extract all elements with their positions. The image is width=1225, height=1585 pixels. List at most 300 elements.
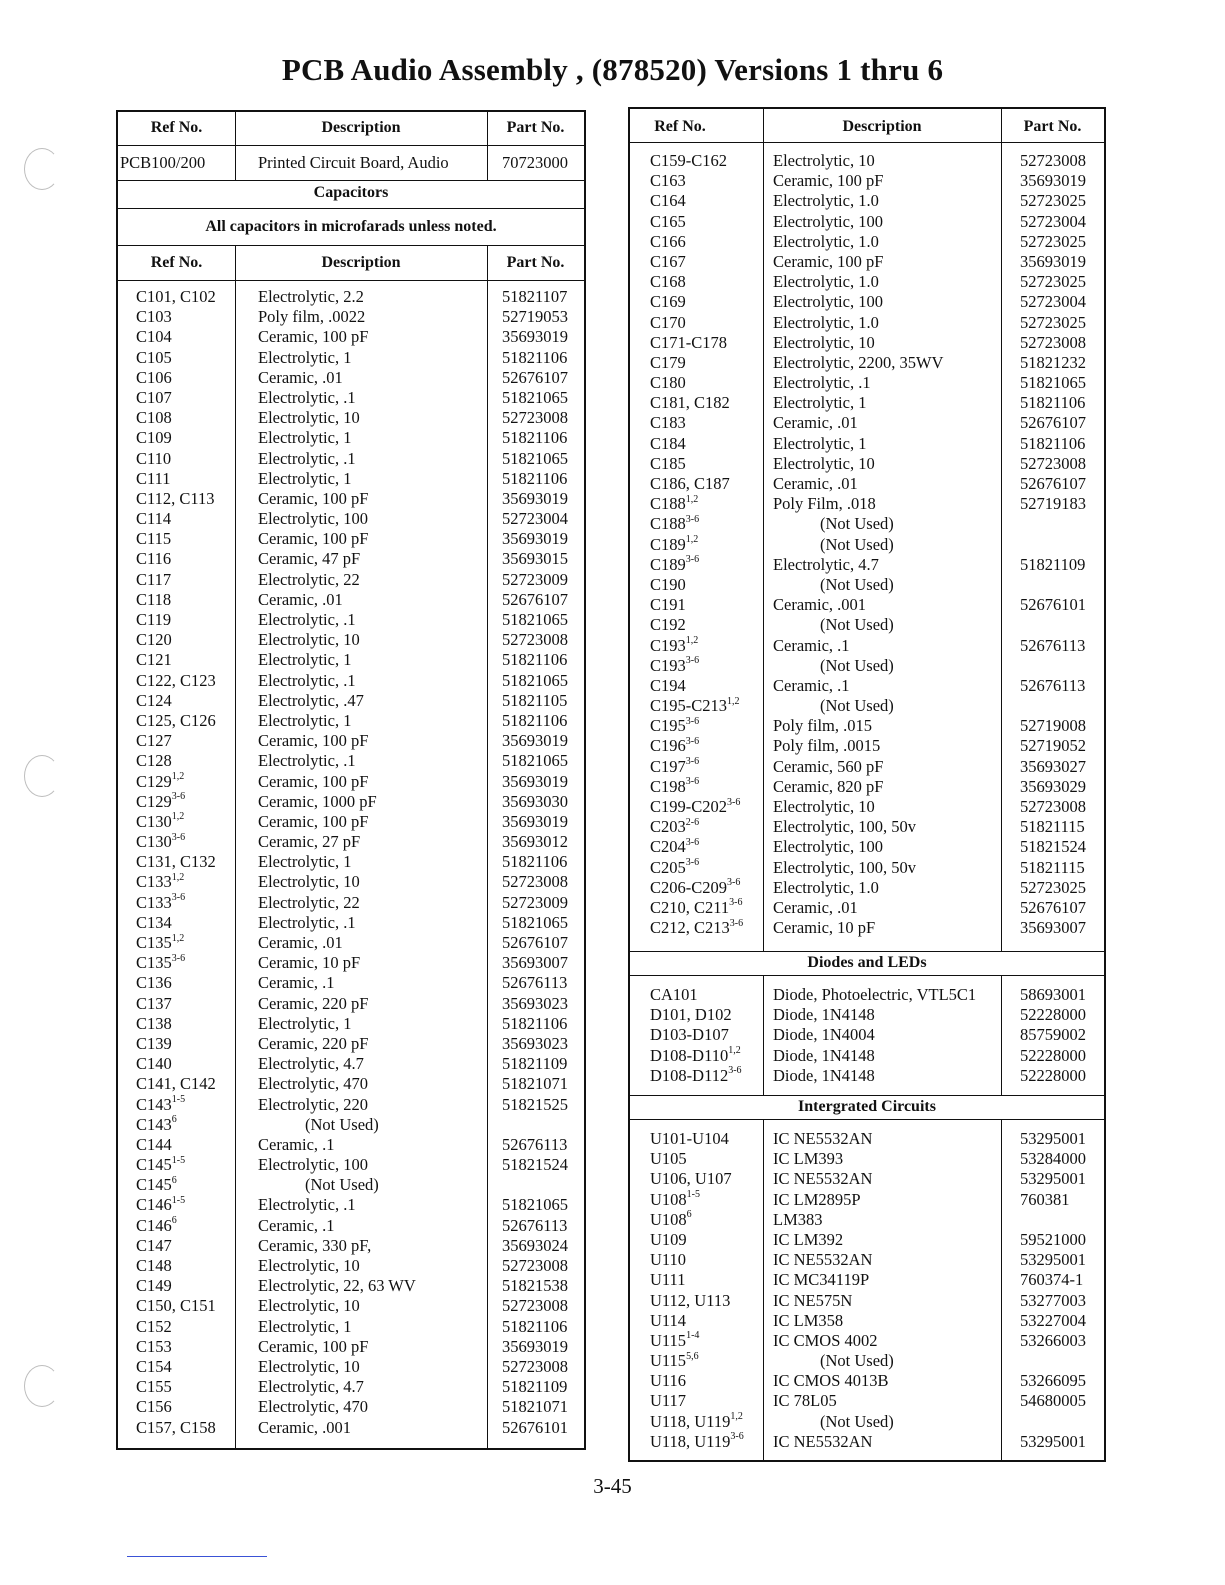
table-row [630,292,1104,312]
version-superscript: 1,2 [171,871,185,883]
part-number-cell: 51821065 [502,912,568,932]
part-number-cell: 52676107 [502,367,568,387]
ref-number: C119 [136,610,172,629]
part-number-cell: 51821109 [502,1377,568,1397]
subheader-part: Part No. [506,254,565,271]
ref-cell [136,1377,172,1397]
table-row [118,852,584,872]
description-cell: Poly Film, .018 [773,494,876,514]
version-superscript: 3-6 [685,836,700,848]
table-row [630,1230,1104,1250]
version-superscript: 1,2 [730,1411,743,1423]
description-cell: Electrolytic, 100 [258,1155,368,1175]
part-number-cell: 52723004 [502,509,568,529]
description-cell: Electrolytic, .1 [258,387,356,407]
description-cell: IC LM393 [773,1149,844,1169]
ref-cell [136,348,172,368]
ref-cell [650,636,698,656]
version-superscript: 3-6 [685,715,700,727]
ref-cell [136,368,172,388]
version-superscript: 1-5 [171,1154,186,1166]
table-row [630,985,1104,1005]
ref-cell [136,630,172,650]
part-number-cell: 51821115 [1020,817,1085,837]
part-number-cell: 52723008 [502,408,568,428]
ref-number: C147 [136,1235,172,1255]
capacitor-list-right [630,151,1104,938]
part-number-cell: 53266003 [1020,1330,1086,1350]
table-row [118,711,584,731]
ref-cell [136,1337,172,1357]
version-superscript: 1,2 [685,534,699,546]
version-superscript: 1,2 [171,811,185,823]
description-cell: (Not Used) [305,1114,379,1134]
binder-hole-mark [24,1365,60,1407]
table-row [118,731,584,751]
description-cell: Electrolytic, 2200, 35WV [773,352,944,372]
table-row [630,636,1104,656]
description-cell: Ceramic, 820 pF [773,776,884,796]
table-row [630,1129,1104,1149]
description-cell: Electrolytic, 1 [258,468,352,488]
description-cell: Electrolytic, 2.2 [258,287,364,306]
description-cell: Ceramic, .01 [258,933,343,952]
ref-cell [136,327,172,347]
table-row [630,454,1104,474]
table-row [118,1317,584,1337]
ref-cell [650,1046,741,1066]
description-cell: IC LM358 [773,1310,844,1330]
version-superscript: 1,2 [171,932,185,944]
table-row [630,696,1104,716]
table-row [630,575,1104,595]
description-cell: Electrolytic, 220 [258,1094,368,1114]
description-cell: Electrolytic, 10 [773,332,875,352]
table-row [630,535,1104,555]
ref-number: U114 [650,1310,687,1330]
description-cell: Electrolytic, .1 [258,448,356,468]
description-cell: IC NE5532AN [773,1129,873,1148]
part-number-cell: 35693019 [502,1336,568,1356]
section-capacitors: Capacitors [118,180,584,209]
part-number-cell: 52723009 [502,569,568,589]
version-superscript: 3-6 [685,756,700,768]
ref-number: C196 [650,736,686,756]
ref-cell [136,408,172,428]
ref-cell [650,1391,686,1411]
table-row [630,918,1104,938]
ref-number: C136 [136,973,172,993]
description-cell: IC CMOS 4013B [773,1371,889,1391]
part-number-cell: 35693027 [1020,756,1086,776]
part-number-cell: 51821065 [502,751,568,771]
row-divider [118,280,584,281]
table-row [118,529,584,549]
description-cell: Electrolytic, .1 [773,373,871,393]
table-row [630,1432,1104,1452]
ref-cell [650,676,686,696]
ref-cell [650,985,698,1005]
ref-number: C148 [136,1256,172,1275]
version-superscript: 3-6 [685,776,700,788]
description-cell: (Not Used) [820,1351,894,1371]
part-number-cell: 51821106 [502,468,568,488]
ref-cell [650,1025,729,1045]
description-cell: Electrolytic, 1 [773,393,867,413]
ref-cell [650,837,699,857]
ref-cell [136,953,185,973]
version-superscript: 6 [171,1114,177,1126]
part-number-cell: 51821109 [1020,554,1086,574]
ref-cell [136,610,171,630]
ref-number: C122, C123 [136,670,216,690]
ref-cell [650,373,686,393]
table-row [630,232,1104,252]
description-cell: Electrolytic, 100, 50v [773,817,916,837]
subheader-ref: Ref No. [150,254,203,271]
ref-cell [136,893,185,913]
part-number-cell: 52723004 [1020,211,1086,231]
table-row [630,1331,1104,1351]
part-number-cell: 53295001 [1020,1431,1086,1451]
description-cell: Ceramic, 100 pF [258,1336,369,1356]
parts-table-right [628,107,1106,1462]
part-number-cell: 52719008 [1020,716,1086,736]
table-row [118,1377,584,1397]
table-row [630,1371,1104,1391]
description-cell: Electrolytic, .47 [258,690,364,710]
table-row [118,368,584,388]
description-cell: Ceramic, .1 [773,675,850,695]
ref-cell [650,1129,729,1149]
ref-number: C143 [136,1114,172,1134]
ref-cell [650,1311,686,1331]
description-cell: (Not Used) [820,655,894,675]
table-row [118,1095,584,1115]
table-row [630,898,1104,918]
part-number-cell: 52676107 [502,589,568,609]
ref-cell [136,852,216,872]
part-number-cell: 35693019 [502,731,568,751]
ref-number: C193 [650,635,686,655]
description-cell: Electrolytic, 1.0 [773,877,879,897]
ref-number: C103 [136,307,172,327]
ref-number: C205 [650,857,686,877]
description-cell: Electrolytic, 10 [258,408,360,428]
description-cell: Ceramic, 100 pF [258,771,369,791]
ref-number: C133 [136,892,172,912]
part-number-cell: 52676107 [502,933,568,952]
ref-cell [136,872,184,892]
ref-cell [136,792,185,812]
description-cell: Electrolytic, 22 [258,569,360,589]
description-cell: Ceramic, 100 pF [258,811,369,831]
ref-number: C185 [650,453,686,473]
description-cell: Ceramic, .1 [258,1215,335,1235]
ref-cell [136,509,171,529]
description-cell: Diode, 1N4148 [773,1065,875,1085]
part-number-cell: 53284000 [1020,1149,1086,1169]
description-cell: Electrolytic, 1 [258,710,352,730]
pcb-row [118,153,584,173]
ref-number: U118, U119 [650,1411,731,1431]
table-row [630,171,1104,191]
description-cell: Ceramic, 100 pF [258,529,369,549]
table-row [118,590,584,610]
ref-number: C146 [136,1195,172,1215]
part-number-cell: 51821524 [502,1155,568,1175]
ref-number: C191 [650,595,686,615]
ref-cell [650,151,727,171]
ref-cell [650,1250,686,1270]
ref-cell [136,449,171,469]
part-number-cell: 35693019 [1020,251,1086,271]
description-cell: IC LM392 [773,1229,844,1249]
description-cell: Diode, 1N4148 [773,1005,875,1025]
ref-number: D108-D112 [650,1065,729,1085]
version-superscript: 3-6 [685,513,700,525]
ref-cell [650,474,730,494]
ref-cell [136,1155,185,1175]
ref-number: CA101 [650,985,698,1004]
part-number-cell: 35693023 [502,1033,568,1053]
part-number-cell: 53295001 [1020,1250,1086,1270]
ref-number: C111 [136,468,171,488]
ref-number: C188 [650,514,686,534]
table-row [630,1311,1104,1331]
description-cell: LM383 [773,1209,823,1229]
description-cell: Electrolytic, 1 [258,347,352,367]
version-superscript: 3-6 [171,952,186,964]
part-number-cell: 52723025 [1020,312,1086,332]
ref-number: C130 [136,811,172,831]
ref-number: C104 [136,327,172,347]
part-number-cell: 35693019 [502,327,568,347]
ref-number: U115 [650,1351,687,1371]
ref-cell [136,428,172,448]
table-row [630,878,1104,898]
table-row [630,1210,1104,1230]
ref-cell [136,1357,172,1377]
table-row [630,1412,1104,1432]
part-number-cell: 52676107 [1020,474,1086,493]
version-superscript: 3-6 [685,857,700,869]
page-number: 3-45 [593,1474,632,1498]
ref-cell [650,656,699,676]
ref-number: C120 [136,630,172,650]
ref-cell [136,388,172,408]
ref-number: C145 [136,1155,172,1175]
table-row [118,610,584,630]
part-number-cell: 35693023 [502,993,568,1013]
ref-cell [136,1216,177,1236]
description-cell: (Not Used) [305,1175,379,1195]
ref-cell [136,711,216,731]
description-cell: Electrolytic, 1.0 [773,191,879,211]
table-row [630,353,1104,373]
part-number-cell: 52723004 [1020,292,1086,312]
ref-number: U109 [650,1229,687,1249]
ref-number: C159-C162 [650,151,728,170]
part-number-cell: 51821105 [502,690,568,710]
ref-number: D101, D102 [650,1005,732,1025]
table-row [630,837,1104,857]
table-row [118,287,584,307]
table-row [630,656,1104,676]
part-number-cell: 52719183 [1020,494,1086,514]
version-superscript: 1,2 [685,635,699,646]
table-row [118,671,584,691]
ref-number: C163 [650,171,686,191]
version-superscript: 3-6 [171,791,186,803]
table-row [118,1256,584,1276]
ref-number: C168 [650,272,686,292]
ref-cell [136,489,215,509]
description-cell: Electrolytic, 1 [258,428,352,448]
description-cell: (Not Used) [820,534,894,554]
ref-cell [136,1175,177,1195]
part-number-cell: 52723008 [1020,151,1086,170]
ref-number: C116 [136,549,172,569]
version-superscript: 6 [171,1174,177,1186]
ref-cell [650,171,686,191]
description-cell: Ceramic, .01 [773,897,858,917]
ref-cell [650,575,686,595]
table-row [630,595,1104,615]
part-number-cell: 760381 [1020,1189,1070,1209]
table-row [118,428,584,448]
ref-cell [136,590,171,610]
version-superscript: 3-6 [685,554,700,566]
version-superscript: 3-6 [171,831,186,843]
table-row [118,1135,584,1155]
part-number-cell: 51821538 [502,1276,568,1296]
table-row [630,191,1104,211]
ref-number: C169 [650,292,686,312]
part-number-cell: 53277003 [1020,1290,1086,1310]
table-row [630,1391,1104,1411]
table-row [630,817,1104,837]
ref-number: C199-C202 [650,797,728,816]
ref-cell [650,232,686,252]
ref-number: C128 [136,751,172,771]
description-cell: IC CMOS 4002 [773,1330,878,1350]
part-number-cell: 59521000 [1020,1229,1086,1249]
part-number-cell: 52723008 [502,630,568,650]
ref-cell [650,272,686,292]
ref-cell [136,307,172,327]
table-row [630,1351,1104,1371]
ref-cell [650,615,686,635]
ref-number: C129 [136,771,172,791]
part-number-cell: 51821525 [502,1094,568,1114]
ref-number: C127 [136,731,172,751]
ref-cell [650,353,686,373]
capacitor-units-note: All capacitors in microfarads unless noted. [118,208,584,246]
part-number-cell: 52676101 [502,1417,568,1437]
ref-cell [136,1236,172,1256]
ref-cell [650,212,686,232]
capacitor-list-left [118,287,584,1438]
ref-cell [136,1034,172,1054]
ref-number: C139 [136,1033,172,1053]
description-cell: Electrolytic, 10 [773,797,875,816]
ref-cell [650,1432,744,1452]
table-row [118,327,584,347]
section-diodes: Diodes and LEDs [630,951,1104,976]
description-cell: IC NE575N [773,1290,853,1310]
description-cell: Electrolytic, 1.0 [773,272,879,292]
part-number-cell: 52723025 [1020,191,1086,211]
ref-number: C193 [650,655,686,675]
version-superscript: 1-5 [171,1194,186,1206]
ref-number: C133 [136,872,172,892]
part-number-cell: 35693024 [502,1235,568,1255]
table-row [118,449,584,469]
ref-number: C155 [136,1377,172,1397]
part-number-cell: 51821065 [502,1195,568,1215]
part-number-cell: 35693030 [502,791,568,811]
description-cell: Ceramic, 100 pF [258,731,369,751]
table-row [630,272,1104,292]
ref-number: C101, C102 [136,287,216,306]
part-number-cell: 51821106 [502,852,568,872]
ref-cell [136,1296,216,1316]
ref-cell [650,1351,699,1371]
description-cell: Ceramic, .01 [258,367,343,387]
description-cell: Electrolytic, 1 [773,433,867,453]
ic-list [630,1129,1104,1452]
ref-cell [136,570,171,590]
part-number-cell: 52723008 [1020,453,1086,473]
description-cell: IC NE5532AN [773,1250,873,1270]
ref-cell [136,772,184,792]
ref-cell [136,549,171,569]
ref-number: U116 [650,1371,687,1391]
table-row [630,393,1104,413]
ref-cell [650,333,727,353]
ref-cell [136,1054,172,1074]
ref-cell [650,535,698,555]
ref-number: C186, C187 [650,474,730,493]
part-number-cell: 35693007 [502,953,568,973]
ref-cell [650,434,686,454]
table-row [630,1270,1104,1290]
table-row [630,434,1104,454]
ref-number: C144 [136,1134,172,1154]
subheader-description: Description [321,254,401,271]
part-number-cell: 52719053 [502,307,568,327]
ref-cell [136,1195,185,1215]
ref-number: C143 [136,1094,172,1114]
section-integrated-circuits: Intergrated Circuits [630,1095,1104,1120]
description-cell: Electrolytic, .1 [258,610,356,629]
description-cell: Electrolytic, 4.7 [258,1377,364,1397]
ref-number: C189 [650,554,686,574]
version-superscript: 2-6 [685,816,700,828]
table-row [118,570,584,590]
ref-cell [650,1371,686,1391]
ref-cell [650,1066,742,1086]
table-row [630,676,1104,696]
description-cell: Electrolytic, 22 [258,892,360,912]
table-row [630,716,1104,736]
table-row [118,1014,584,1034]
ref-number: C195-C213 [650,696,728,716]
table-row [630,757,1104,777]
ref-cell [650,191,686,211]
ref-number: U111 [650,1270,686,1290]
